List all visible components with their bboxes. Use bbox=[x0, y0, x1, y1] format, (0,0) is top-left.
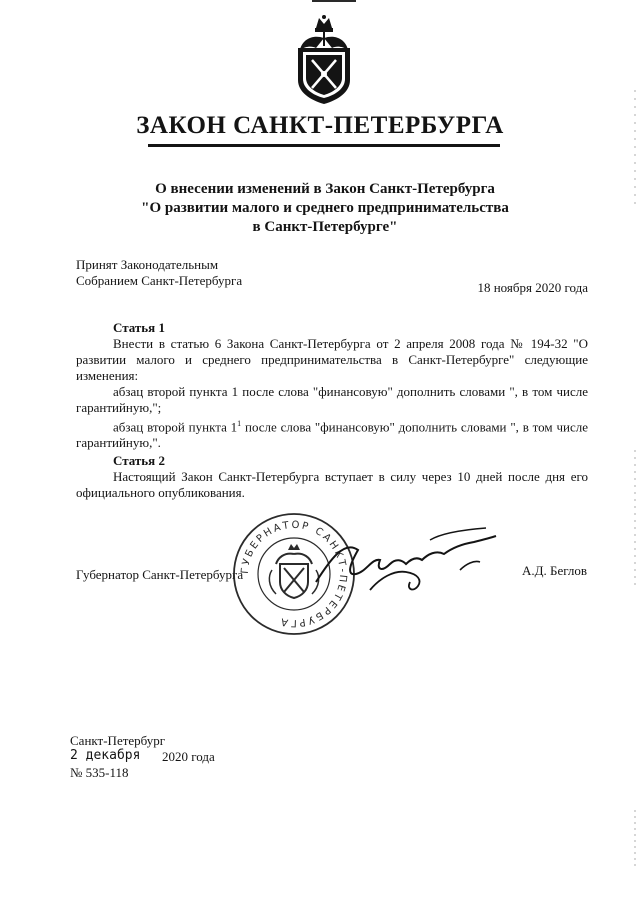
governor-title: Губернатор Санкт-Петербурга bbox=[76, 567, 244, 582]
document-subtitle bbox=[100, 180, 550, 237]
top-edge-line bbox=[312, 0, 356, 2]
subtitle-line-2: "О развитии малого и среднего предпринимательства bbox=[141, 200, 509, 216]
superscript: 1 bbox=[237, 419, 242, 428]
adopted-line-2: Собранием Санкт-Петербурга bbox=[76, 273, 243, 288]
adopted-by bbox=[76, 257, 242, 289]
article-1-paragraph-3-start: абзац второй пункта 1 bbox=[113, 419, 238, 435]
scan-margin-marks bbox=[632, 90, 638, 870]
article-2-paragraph-1: Настоящий Закон Санкт-Петербурга вступает в силу через 10 дней после дня его официального опубликования. bbox=[76, 469, 588, 500]
article-1-heading: Статья 1 bbox=[113, 320, 165, 335]
subtitle-line-1: О внесении изменений в Закон Санкт-Петербурга bbox=[155, 181, 495, 197]
adopted-line-1: Принят Законодательным bbox=[76, 257, 219, 272]
article-1 bbox=[76, 320, 588, 451]
document-title: ЗАКОН САНКТ-ПЕТЕРБУРГА bbox=[136, 112, 504, 139]
article-2 bbox=[76, 453, 588, 501]
spb-coat-of-arms-icon bbox=[290, 14, 358, 106]
footer-number: № 535-118 bbox=[70, 765, 129, 780]
governor-name: А.Д. Беглов bbox=[522, 563, 588, 578]
footer-city: Санкт-Петербург bbox=[70, 733, 166, 748]
article-1-paragraph-1: Внести в статью 6 Закона Санкт-Петербурга от 2 апреля 2008 года № 194-32 "О развитии малого и среднего предпринимательства в Санкт-Петербурге" следующие изменения: bbox=[76, 336, 588, 383]
article-1-paragraph-2: абзац второй пункта 1 после слова "финансовую" дополнить словами ", в том числе гарантийную,"; bbox=[76, 384, 588, 415]
subtitle-line-3: в Санкт-Петербурге" bbox=[252, 219, 398, 235]
adopted-date: 18 ноября 2020 года bbox=[477, 280, 588, 295]
article-1-paragraph-3 bbox=[76, 416, 588, 451]
title-underline bbox=[148, 144, 500, 147]
article-2-heading: Статья 2 bbox=[113, 453, 165, 468]
article-1-paragraph-3-end: после слова "финансовую" дополнить словами ", в том числе гарантийную,". bbox=[76, 419, 589, 451]
handwritten-signature-icon bbox=[310, 520, 500, 600]
svg-text:ГУБЕРНАТОР САНКТ-ПЕТЕРБУРГА: ГУБЕРНАТОР САНКТ-ПЕТЕРБУРГА bbox=[239, 519, 349, 629]
footer-year: 2020 года bbox=[162, 749, 215, 764]
footer-date: 2 декабря bbox=[70, 748, 141, 763]
